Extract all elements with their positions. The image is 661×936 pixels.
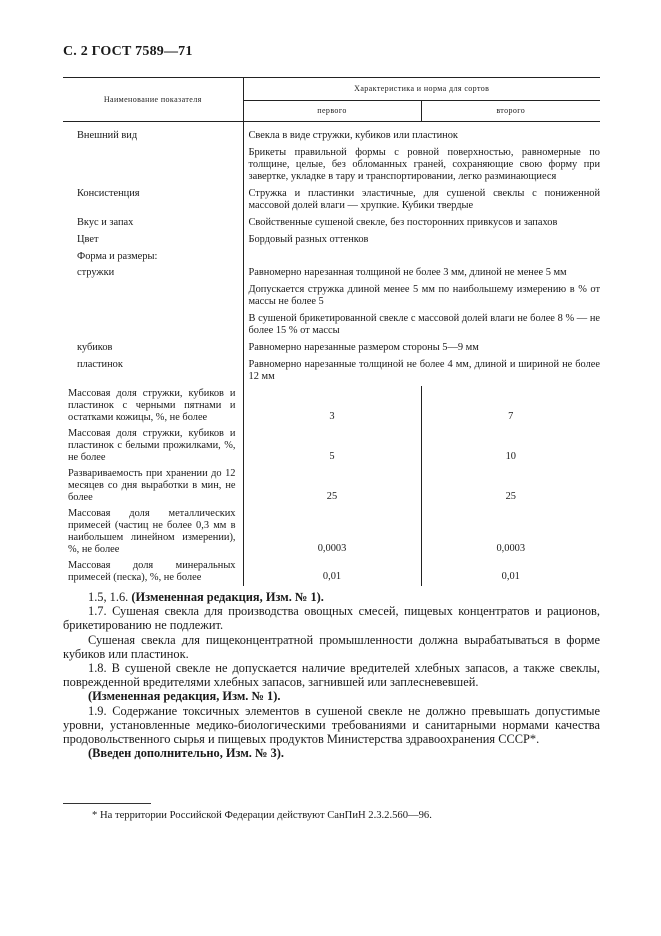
table-row [63,466,600,506]
footnote: * На территории Российской Федерации действуют СанПиН 2.3.2.560—96. [92,810,432,821]
paragraph-text: 1.9. Содержание токсичных элементов в сушеной свекле не должно превышать допустимые уровни, установленные медико-биологическими требованиями и санитарными нормами качества продовольственного сырья и пищевых продуктов Министерства здравоохранения СССР*. [63,703,600,747]
table-row [63,426,600,466]
row-text: Брикеты правильной формы с ровной поверхностью, равномерные по толщине, целые, без обломанных граней, сохраняющие свою форму при завертке, укладке в тару и транспортировании, легко разминающиеся [243,145,600,186]
table-row [63,340,600,357]
row-text: Бордовый разных оттенков [243,232,600,249]
quality-table [63,77,600,586]
row-name: Форма и размеры: [77,251,158,262]
table-row [63,265,600,282]
paragraph-text: 1.7. Сушеная свекла для производства овощных смесей, пищевых концентратов и рационов, брикетированию не подлежит. [63,604,600,633]
table-row [63,311,600,340]
table-row [63,215,600,232]
row-text: В сушеной брикетированной свекле с массовой долей влаги не более 8 % — не более 15 % от массы [243,311,600,340]
footnote-divider [63,803,151,804]
amendment-note: (Измененная редакция, Изм. № 1). [88,689,281,704]
table-row [63,357,600,386]
row-name: Массовая доля минеральных примесей (песка), %, не более [68,560,236,583]
column-header-name: Наименование показателя [63,78,243,122]
paragraph-1-8 [63,661,600,689]
table-row [63,558,600,586]
page-header: С. 2 ГОСТ 7589—71 [63,44,193,59]
row-name: пластинок [77,359,123,370]
value-first: 25 [243,466,421,506]
table-row [63,128,600,145]
value-first: 3 [243,386,421,426]
row-name: Консистенция [77,188,140,199]
row-text: Свойственные сушеной свекле, без посторонних привкусов и запахов [243,215,600,232]
amendment-note: (Введен дополнительно, Изм. № 3). [88,746,284,761]
table-row [63,506,600,558]
row-name: Внешний вид [77,130,138,141]
table-row [63,145,600,186]
value-second: 7 [421,386,600,426]
row-name: кубиков [77,342,113,353]
table-row [63,249,600,265]
value-second: 10 [421,426,600,466]
body-text [63,590,600,760]
row-name [63,282,243,311]
row-name: Массовая доля стружки, кубиков и пластинок с белыми прожилками, %, не более [68,428,236,463]
row-text: Допускается стружка длиной менее 5 мм по наибольшему измерению в % от массы не более 5 [243,282,600,311]
row-name: Развариваемость при хранении до 12 месяцев со дня выработки в мин, не более [68,468,236,503]
row-name: Вкус и запах [77,217,134,228]
row-text [243,249,600,265]
row-name: стружки [77,267,115,278]
paragraph-1-9 [63,704,600,747]
table-row [63,282,600,311]
table-row [63,232,600,249]
column-header-first: первого [243,101,421,122]
value-second: 0,01 [421,558,600,586]
value-first: 0,0003 [243,506,421,558]
row-name: Массовая доля стружки, кубиков и пластинок с черными пятнами и остатками кожицы, %, не более [68,388,236,423]
value-first: 0,01 [243,558,421,586]
amendment-note: (Измененная редакция, Изм. № 1). [131,590,324,604]
row-text: Равномерно нарезанные толщиной не более 4 мм, длиной и шириной не более 12 мм [243,357,600,386]
paragraph-text: 1.8. В сушеной свекле не допускается наличие вредителей хлебных запасов, а также свеклы, поврежденной вредителями хлебных запасов, загнившей или заплесневевшей. [63,661,600,690]
value-second: 25 [421,466,600,506]
value-first: 5 [243,426,421,466]
paragraph-text: Сушеная свекла для пищеконцентратной промышленности должна вырабатываться в форме кубиков или пластинок. [63,632,600,661]
table-row [63,186,600,215]
paragraph-1-7-cont [63,633,600,661]
row-text: Свекла в виде стружки, кубиков или пластинок [243,128,600,145]
row-text: Равномерно нарезанная толщиной не более 3 мм, длиной не менее 5 мм [243,265,600,282]
paragraph-1-5-1-6 [63,590,600,604]
row-name: Цвет [77,234,99,245]
row-text: Равномерно нарезанные размером стороны 5—9 мм [243,340,600,357]
value-second: 0,0003 [421,506,600,558]
row-name [63,311,243,340]
row-text: Стружка и пластинки эластичные, для сушеной свеклы с пониженной массовой долей влаги — хрупкие. Кубики твердые [243,186,600,215]
column-header-group: Характеристика и норма для сортов [243,78,600,101]
column-header-second: второго [421,101,600,122]
paragraph-1-7 [63,604,600,632]
row-name [63,145,243,186]
table-row [63,386,600,426]
clause-number: 1.5, 1.6. [88,590,129,604]
row-name: Массовая доля металлических примесей (частиц не более 0,3 мм в наибольшем линейном измерении), %, не более [68,508,236,555]
